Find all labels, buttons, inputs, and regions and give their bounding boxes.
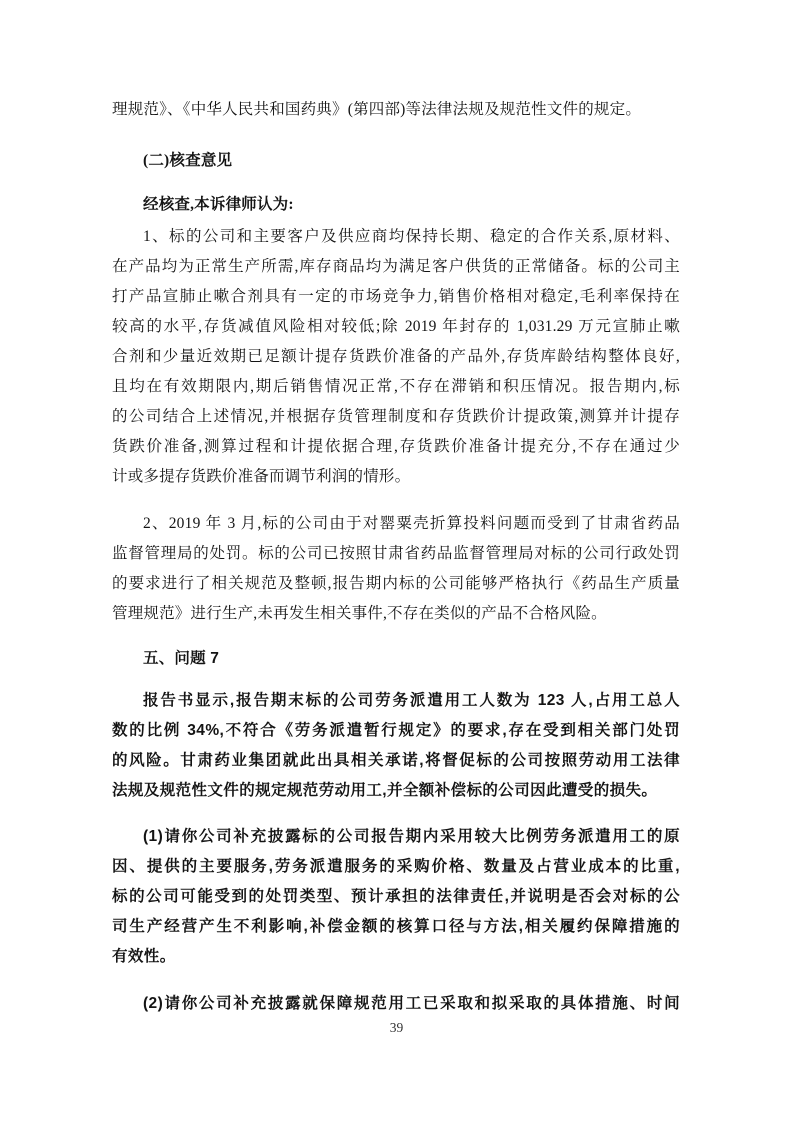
bold-text-line: 报告书显示,报告期末标的公司劳务派遣用工人数为 123 人,占用工总人 (143, 692, 680, 709)
text-line: 的公司结合上述情况,并根据存货管理制度和存货跌价计提政策,测算并计提存 (112, 408, 680, 425)
bold-text-line: 的风险。甘肃药业集团就此出具相关承诺,将督促标的公司按照劳动用工法律 (112, 752, 680, 769)
heading-line: 经核查,本诉律师认为: (143, 196, 294, 213)
text-line: 较高的水平,存货减值风险相对较低;除 2019 年封存的 1,031.29 万元宣肺止嗽 (112, 318, 680, 335)
text-line: 货跌价准备,测算过程和计提依据合理,存货跌价准备计提充分,不存在通过少 (112, 438, 680, 455)
text-line: 打产品宣肺止嗽合剂具有一定的市场竞争力,销售价格相对稳定,毛利率保持在 (112, 288, 680, 305)
document-content (112, 95, 680, 1019)
text-line: 计或多提存货跌价准备而调节利润的情形。 (112, 468, 411, 485)
paragraph-question-7-lead (112, 686, 680, 806)
text-line: 1、标的公司和主要客户及供应商均保持长期、稳定的合作关系,原材料、 (143, 228, 680, 245)
text-line: 管理规范》进行生产,未再发生相关事件,不存在类似的产品不合格风险。 (112, 605, 607, 622)
paragraph-opinion-2 (112, 509, 680, 629)
paragraph-question-7-item-1 (112, 822, 680, 972)
page-number: 39 (389, 1020, 404, 1035)
bold-text-line: 数的比例 34%,不符合《劳务派遣暂行规定》的要求,存在受到相关部门处罚 (112, 722, 680, 739)
subheading-lawyer-opinion-lead (112, 190, 680, 220)
text-line: 的要求进行了相关规范及整顿,报告期内标的公司能够严格执行《药品生产质量 (112, 575, 680, 592)
text-line: 理规范》、《中华人民共和国药典》(第四部)等法律法规及规范性文件的规定。 (112, 101, 642, 118)
heading-line: (二)核查意见 (143, 152, 233, 169)
subheading-verification-opinion (112, 146, 680, 176)
paragraph-opinion-1 (112, 222, 680, 492)
paragraph-question-7-item-2 (112, 989, 680, 1019)
bold-text-line: (1)请你公司补充披露标的公司报告期内采用较大比例劳务派遣用工的原 (143, 828, 680, 845)
bold-text-line: (2)请你公司补充披露就保障规范用工已采取和拟采取的具体措施、时间 (143, 995, 680, 1012)
section-heading-question-7 (112, 644, 680, 674)
bold-text-line: 标的公司可能受到的处罚类型、预计承担的法律责任,并说明是否会对标的公 (112, 888, 680, 905)
text-line: 合剂和少量近效期已足额计提存货跌价准备的产品外,存货库龄结构整体良好, (112, 348, 680, 365)
text-line: 在产品均为正常生产所需,库存商品均为满足客户供货的正常储备。标的公司主 (112, 258, 680, 275)
bold-text-line: 法规及规范性文件的规定规范劳动用工,并全额补偿标的公司因此遭受的损失。 (112, 782, 658, 799)
bold-text-line: 司生产经营产生不利影响,补偿金额的核算口径与方法,相关履约保障措施的 (112, 918, 680, 935)
text-line: 2、2019 年 3 月,标的公司由于对罂粟壳折算投料问题而受到了甘肃省药品 (143, 515, 680, 532)
heading-line: 五、问题 7 (143, 650, 220, 667)
text-line: 且均在有效期限内,期后销售情况正常,不存在滞销和积压情况。报告期内,标 (112, 378, 680, 395)
bold-text-line: 有效性。 (112, 948, 176, 965)
paragraph-continuation (112, 95, 680, 125)
text-line: 监督管理局的处罚。标的公司已按照甘肃省药品监督管理局对标的公司行政处罚 (112, 545, 680, 562)
bold-text-line: 因、提供的主要服务,劳务派遣服务的采购价格、数量及占营业成本的比重, (112, 858, 680, 875)
